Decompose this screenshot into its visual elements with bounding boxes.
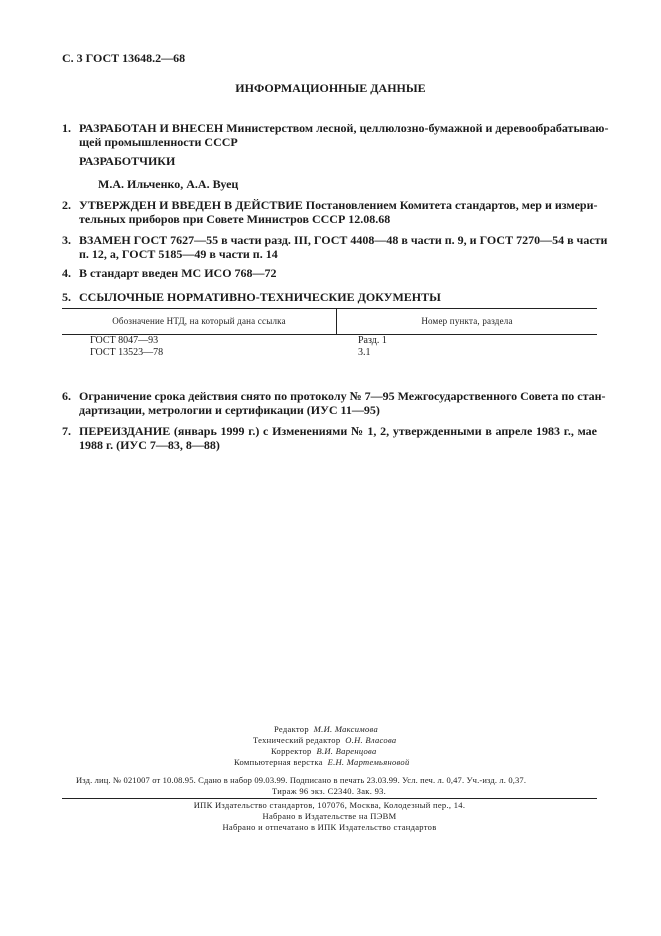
layout-label: Компьютерная верстка [234, 757, 323, 767]
publisher-line-1: ИПК Издательство стандартов, 107076, Москва, Колодезный пер., 14. [193, 800, 466, 810]
layout-line [234, 757, 410, 767]
item-number-7: 7. [62, 424, 71, 438]
page-title: ИНФОРМАЦИОННЫЕ ДАННЫЕ [235, 81, 426, 95]
item-1-text [79, 121, 609, 149]
imprint-rule [62, 798, 597, 799]
item-7-text [79, 424, 597, 452]
print-details-line-2: Тираж 96 экз. С2340. Зак. 93. [272, 786, 387, 796]
item-2-line-1: УТВЕРЖДЕН И ВВЕДЕН В ДЕЙСТВИЕ Постановлением Комитета стандартов, мер и измери- [79, 198, 598, 212]
table-header-clause: Номер пункта, раздела [421, 316, 513, 326]
tech-editor-line [253, 735, 396, 745]
item-4-text: В стандарт введен МС ИСО 768—72 [79, 266, 277, 280]
item-5-text: ССЫЛОЧНЫЕ НОРМАТИВНО-ТЕХНИЧЕСКИЕ ДОКУМЕНТЫ [79, 290, 441, 304]
layout-name: Е.Н. Мартемьяновой [327, 757, 410, 767]
tech-editor-label: Технический редактор [253, 735, 341, 745]
item-number-3: 3. [62, 233, 71, 247]
table-top-rule [62, 308, 597, 309]
table-cell-document: ГОСТ 13523—78 [90, 347, 164, 358]
item-6-line-2: дартизации, метрологии и сертификации (ИУС 11—95) [79, 403, 380, 417]
item-2-line-2: тельных приборов при Совете Министров СССР 12.08.68 [79, 212, 391, 226]
item-7-line-1: ПЕРЕИЗДАНИЕ (январь 1999 г.) с Изменениями № 1, 2, утвержденными в апреле 1983 г., мае [79, 424, 597, 438]
editor-label: Редактор [274, 724, 309, 734]
item-1-line-1: РАЗРАБОТАН И ВНЕСЕН Министерством лесной, целлюлозно-бумажной и деревообрабатываю- [79, 121, 609, 135]
item-number-1: 1. [62, 121, 71, 135]
table-cell-clause: Разд. 1 [358, 335, 387, 346]
developers-heading: РАЗРАБОТЧИКИ [79, 154, 176, 168]
item-3-line-1: ВЗАМЕН ГОСТ 7627—55 в части разд. III, ГОСТ 4408—48 в части п. 9, и ГОСТ 7270—54 в части [79, 233, 608, 247]
item-number-5: 5. [62, 290, 71, 304]
item-3-text [79, 233, 608, 261]
item-number-2: 2. [62, 198, 71, 212]
corrector-label: Корректор [271, 746, 312, 756]
item-6-text [79, 389, 606, 417]
publisher-line-3: Набрано и отпечатано в ИПК Издательство стандартов [222, 822, 437, 832]
item-3-line-2: п. 12, а, ГОСТ 5185—49 в части п. 14 [79, 247, 278, 261]
developers-names: М.А. Ильченко, А.А. Вуец [98, 177, 239, 191]
table-cell-clause: 3.1 [358, 347, 371, 358]
page-reference: С. 3 ГОСТ 13648.2—68 [62, 51, 186, 65]
item-number-6: 6. [62, 389, 71, 403]
item-number-4: 4. [62, 266, 71, 280]
item-6-line-1: Ограничение срока действия снято по протоколу № 7—95 Межгосударственного Совета по стан- [79, 389, 606, 403]
item-7-line-2: 1988 г. (ИУС 7—83, 8—88) [79, 438, 220, 452]
table-header-document: Обозначение НТД, на который дана ссылка [112, 316, 286, 326]
tech-editor-name: О.Н. Власова [345, 735, 397, 745]
corrector-line [271, 746, 377, 756]
editor-line [274, 724, 378, 734]
item-1-line-2: щей промышленности СССР [79, 135, 238, 149]
item-2-text [79, 198, 597, 226]
editor-name: М.И. Максимова [313, 724, 379, 734]
print-details-line-1: Изд. лиц. № 021007 от 10.08.95. Сдано в набор 09.03.99. Подписано в печать 23.03.99. Усл. печ. л. 0,47. Уч.-изд. л. 0,37. [76, 775, 527, 785]
publisher-line-2: Набрано в Издательстве на ПЭВМ [262, 811, 397, 821]
table-cell-document: ГОСТ 8047—93 [90, 335, 159, 346]
corrector-name: В.И. Варенцова [316, 746, 377, 756]
